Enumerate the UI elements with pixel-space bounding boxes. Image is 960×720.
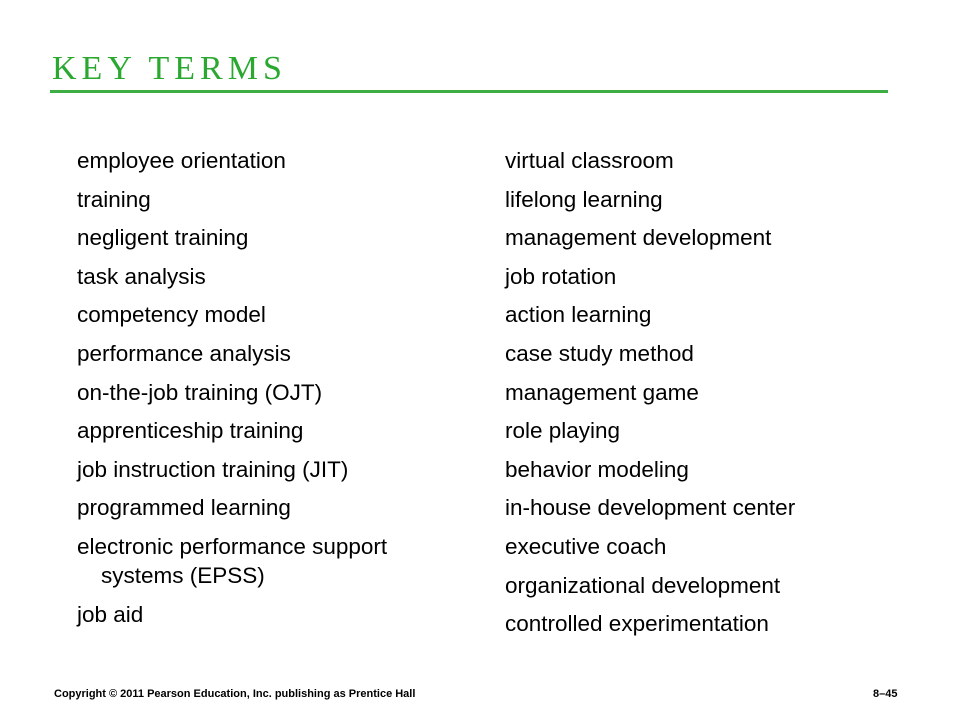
right-term-list [505, 146, 925, 648]
term-item: management development [505, 225, 772, 251]
term-item: on-the-job training (OJT) [77, 379, 323, 405]
term-item: negligent training [77, 225, 249, 251]
slide-title: KEY TERMS [52, 50, 287, 87]
term-item: performance analysis [77, 340, 291, 366]
term-item: job aid [77, 601, 144, 627]
left-term-list [77, 146, 467, 638]
term-item: behavior modeling [505, 456, 689, 482]
term-item: apprenticeship training [77, 418, 304, 444]
term-item: controlled experimentation [505, 611, 769, 637]
term-item: virtual classroom [505, 148, 674, 173]
copyright-notice: Copyright © 2011 Pearson Education, Inc. publishing as Prentice Hall [54, 688, 416, 700]
page-number: 8–45 [873, 688, 898, 700]
title-underline [50, 90, 888, 93]
term-item: task analysis [77, 263, 206, 289]
term-item: training [77, 186, 151, 212]
term-item: role playing [505, 418, 621, 444]
term-item: organizational development [505, 572, 781, 598]
term-item: electronic performance support systems (EPSS) [77, 533, 388, 588]
term-item: lifelong learning [505, 186, 663, 212]
term-item: competency model [77, 302, 266, 328]
term-item: employee orientation [77, 148, 286, 173]
term-item: action learning [505, 302, 652, 328]
term-item: in-house development center [505, 495, 796, 521]
term-item: job instruction training (JIT) [77, 456, 349, 482]
term-item: management game [505, 379, 699, 405]
term-item: case study method [505, 340, 694, 366]
term-item: programmed learning [77, 495, 291, 521]
term-item: job rotation [505, 263, 617, 289]
term-item: executive coach [505, 533, 667, 559]
